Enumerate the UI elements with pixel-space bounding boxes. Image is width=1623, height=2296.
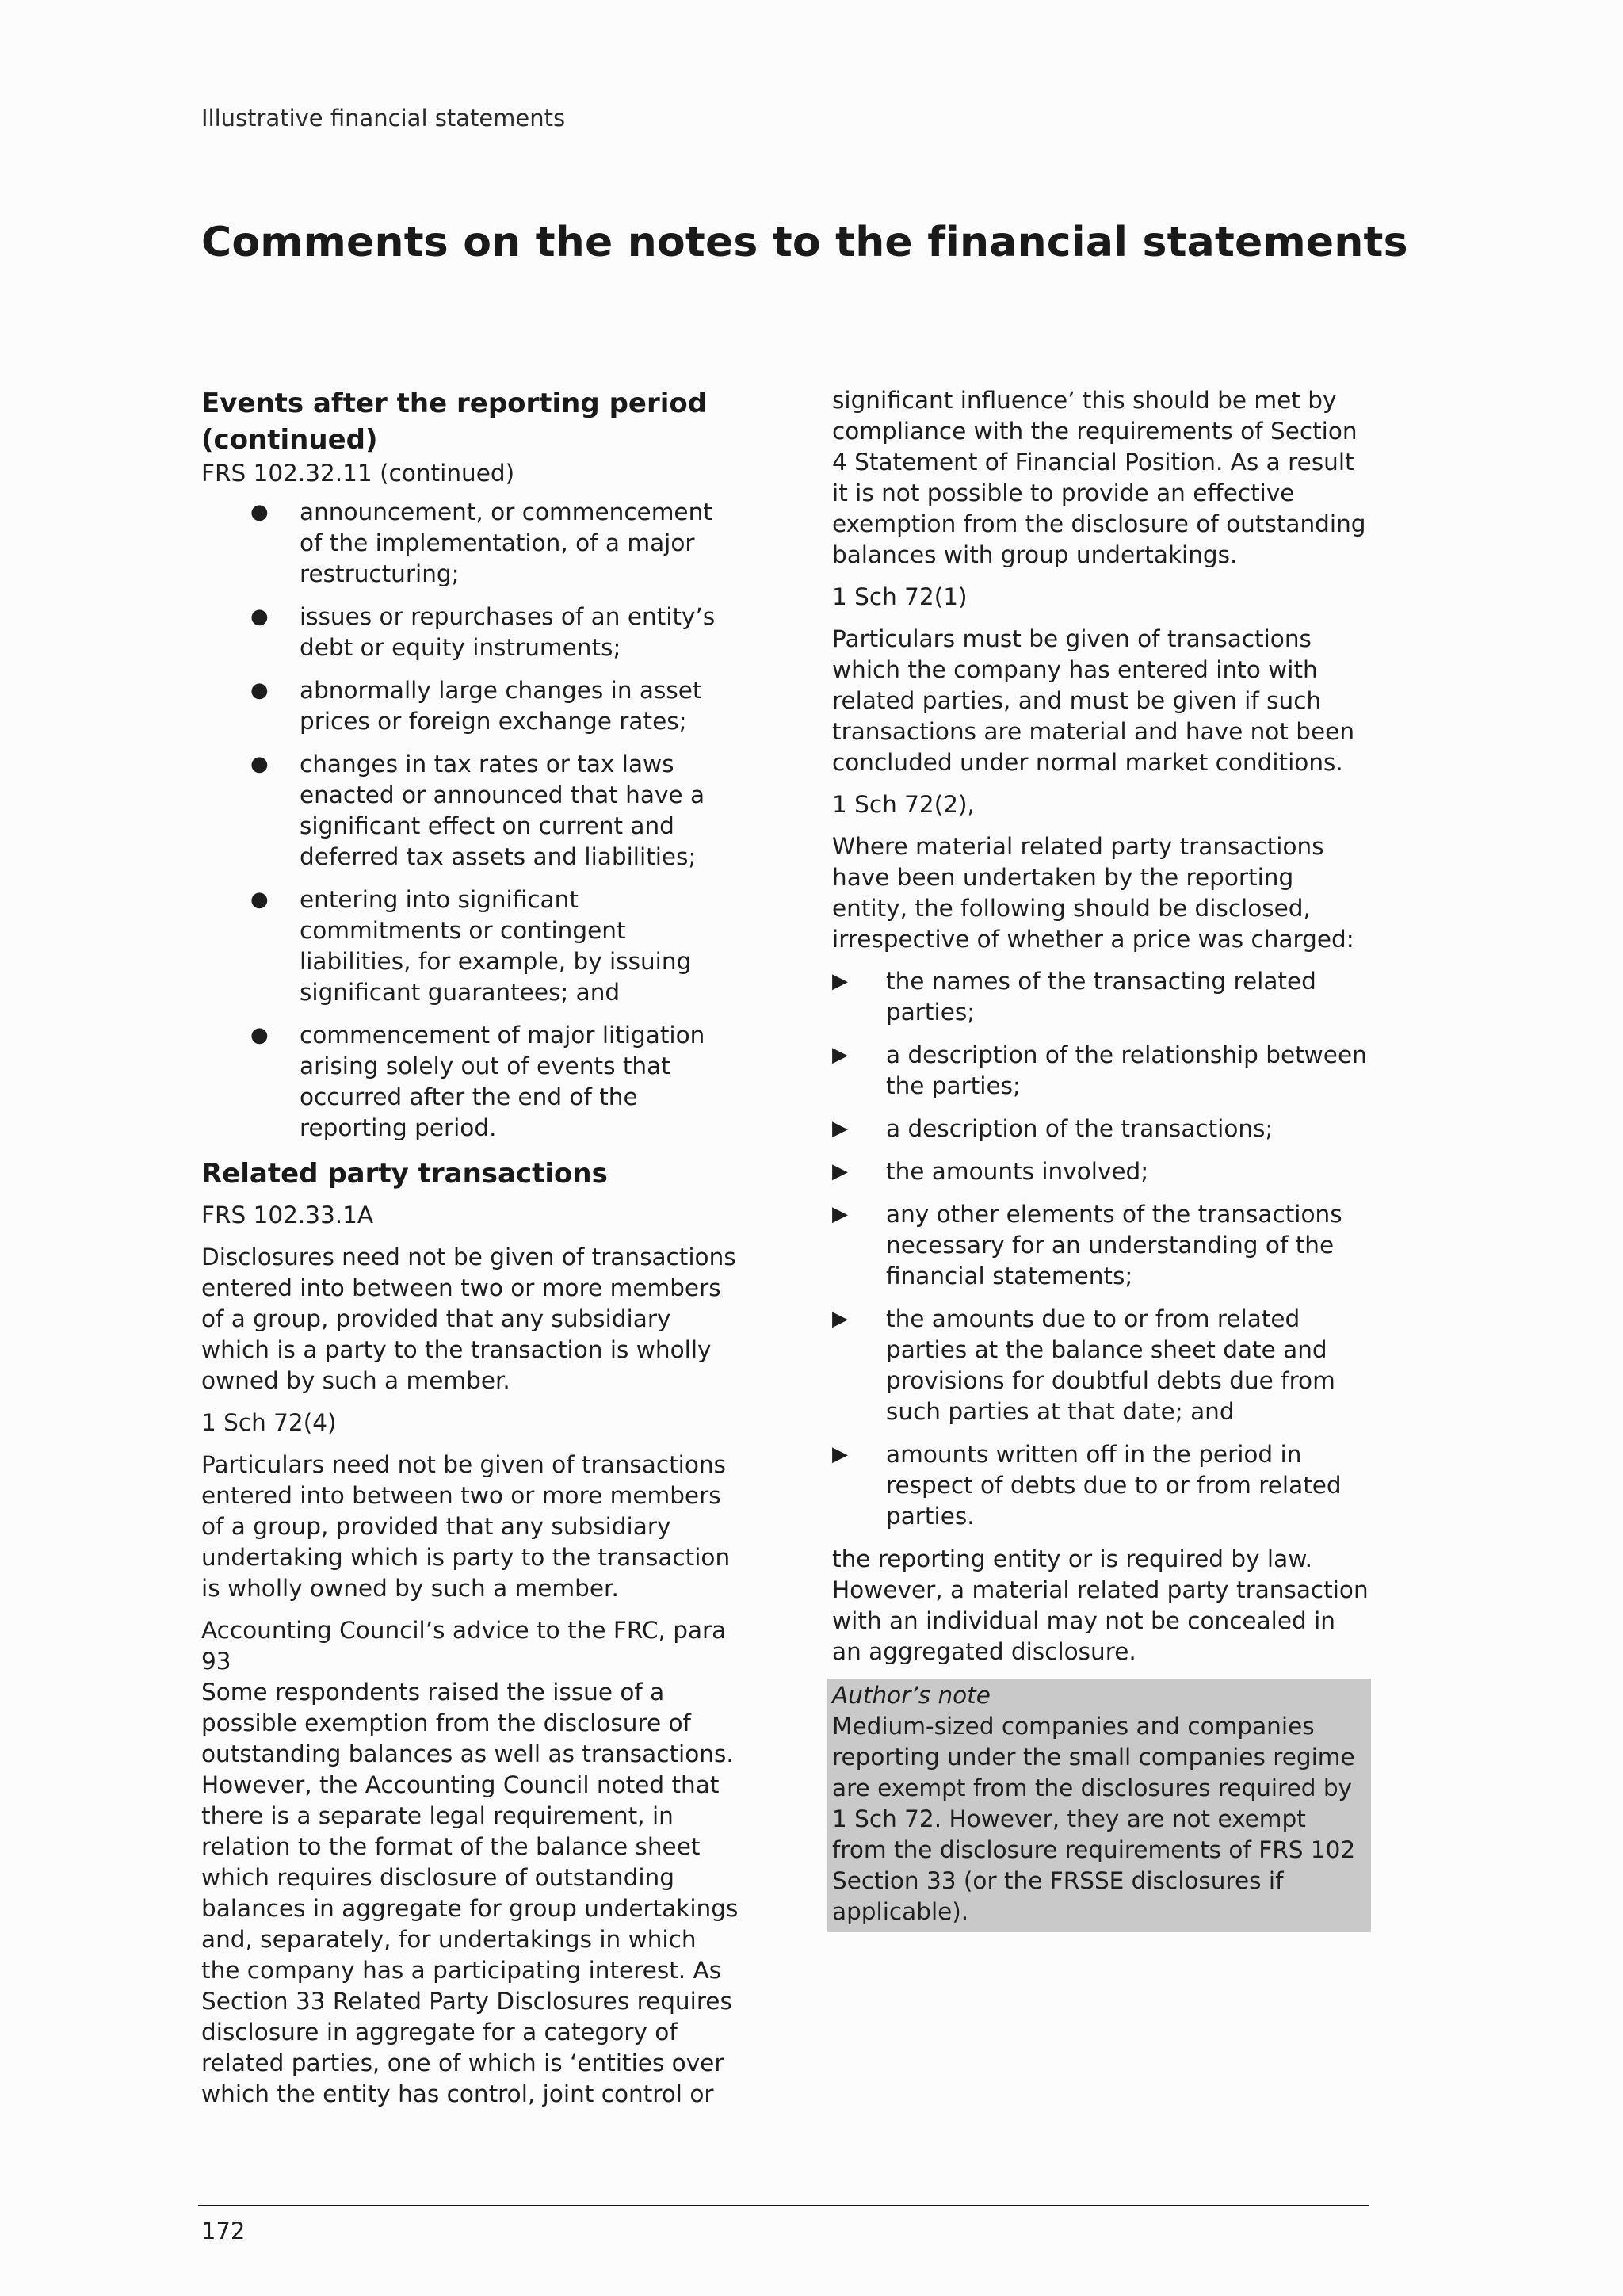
list-item: ● issues or repurchases of an entity’s debt or equity instruments; xyxy=(250,603,716,661)
reference-1-sch-72-1: 1 Sch 72(1) xyxy=(832,583,968,610)
list-item: ● abnormally large changes in asset prices or foreign exchange rates; xyxy=(250,677,702,735)
page-title: Comments on the notes to the financial statements xyxy=(201,219,1408,266)
list-item: ● commencement of major litigation arising solely out of events that occurred after the end of the reporting period. xyxy=(250,1022,705,1141)
arrow-bullet-icon: ▶ xyxy=(832,1202,848,1226)
page-number: 172 xyxy=(201,2218,246,2244)
right-column xyxy=(832,385,1371,1932)
list-item: ▶ amounts written off in the period in respect of debts due to or from related parties. xyxy=(832,1441,1342,1530)
arrow-bullet-icon: ▶ xyxy=(832,1117,848,1140)
list-item: ▶ a description of the transactions; xyxy=(832,1114,1371,1144)
arrow-bullet-icon: ▶ xyxy=(832,1307,848,1331)
authors-note-title: Author’s note xyxy=(832,1682,991,1709)
events-heading: Events after the reporting period (continued) xyxy=(201,388,708,456)
arrow-bullet-icon: ▶ xyxy=(832,1159,848,1183)
authors-note-box xyxy=(827,1679,1371,1932)
footer-divider xyxy=(198,2205,1369,2206)
list-item: ● changes in tax rates or tax laws enacted or announced that have a significant effect on current and deferred tax assets and liabilities; xyxy=(250,751,705,870)
paragraph-particulars: Particulars need not be given of transactions entered into between two or more members of a group, provided that any subsidiary undertaking which is party to the transaction is wholly owned by such a member. xyxy=(201,1451,731,1602)
reference-1-sch-72-4: 1 Sch 72(4) xyxy=(201,1409,337,1436)
reference-accounting-council: Accounting Council’s advice to the FRC, para 93 xyxy=(201,1617,727,1675)
bullet-icon: ● xyxy=(250,1023,269,1047)
bullet-icon: ● xyxy=(250,678,269,702)
arrow-bullet-icon: ▶ xyxy=(832,1442,848,1466)
arrow-bullet-icon: ▶ xyxy=(832,969,848,993)
bullet-icon: ● xyxy=(250,752,269,776)
list-item: ▶ the names of the transacting related parties; xyxy=(832,968,1316,1026)
bullet-icon: ● xyxy=(250,605,269,628)
events-reference: FRS 102.32.11 (continued) xyxy=(201,460,515,487)
bullet-icon: ● xyxy=(250,888,269,911)
left-column xyxy=(201,385,740,2121)
related-party-heading: Related party transactions xyxy=(201,1158,608,1190)
reference-frs-102-33-1a: FRS 102.33.1A xyxy=(201,1201,374,1228)
list-item: ▶ the amounts involved; xyxy=(832,1156,1371,1187)
paragraph-particulars-must: Particulars must be given of transactions which the company has entered into with related parties, and must be given if such transactions are material and have not been concluded under normal market conditions. xyxy=(832,625,1355,776)
authors-note-text: Medium-sized companies and companies reporting under the small companies regime are exempt from the disclosures required by 1 Sch 72. However, they are not exempt from the disclosure requirements of FRS 102 Section 33 (or the FRSSE disclosures if applicable). xyxy=(832,1713,1356,1925)
events-bullet-list xyxy=(201,497,740,1144)
paragraph-continued: significant influence’ this should be met by compliance with the requirements of Section 4 Statement of Financial Position. As a result it is not possible to provide an effective exemption from the disclosure of outstanding balances with group undertakings. xyxy=(832,387,1366,568)
list-item: ● announcement, or commencement of the implementation, of a major restructuring; xyxy=(250,499,712,587)
paragraph-material-transactions: Where material related party transactions have been undertaken by the reporting entity, the following should be disclosed, irrespective of whether a price was charged: xyxy=(832,833,1354,953)
bullet-icon: ● xyxy=(250,500,269,524)
paragraph-reporting-entity: the reporting entity or is required by law. However, a material related party transaction with an individual may not be concealed in an aggregated disclosure. xyxy=(832,1545,1369,1665)
reference-1-sch-72-2: 1 Sch 72(2), xyxy=(832,791,975,818)
list-item: ▶ a description of the relationship between the parties; xyxy=(832,1041,1367,1099)
arrow-bullet-icon: ▶ xyxy=(832,1043,848,1067)
running-header: Illustrative financial statements xyxy=(201,105,566,132)
list-item: ▶ the amounts due to or from related parties at the balance sheet date and provisions for doubtful debts due from such parties at that date; and xyxy=(832,1305,1335,1425)
paragraph-respondents: Some respondents raised the issue of a possible exemption from the disclosure of outstanding balances as well as transactions. However, the Accounting Council noted that there is a separate legal requirement, in relation to the format of the balance sheet which requires disclosure of outstanding balances in aggregate for group undertakings and, separately, for undertakings in which the company has a participating interest. As Section 33 Related Party Disclosures requires disclosure in aggregate for a category of related parties, one of which is ‘entities over which the entity has control, joint control or xyxy=(201,1679,739,2107)
paragraph-group-disclosures: Disclosures need not be given of transactions entered into between two or more members of a group, provided that any subsidiary which is a party to the transaction is wholly owned by such a member. xyxy=(201,1244,736,1394)
disclosure-list xyxy=(832,966,1371,1532)
list-item: ▶ any other elements of the transactions necessary for an understanding of the financial statements; xyxy=(832,1201,1342,1289)
list-item: ● entering into significant commitments or contingent liabilities, for example, by issuing significant guarantees; and xyxy=(250,886,692,1006)
